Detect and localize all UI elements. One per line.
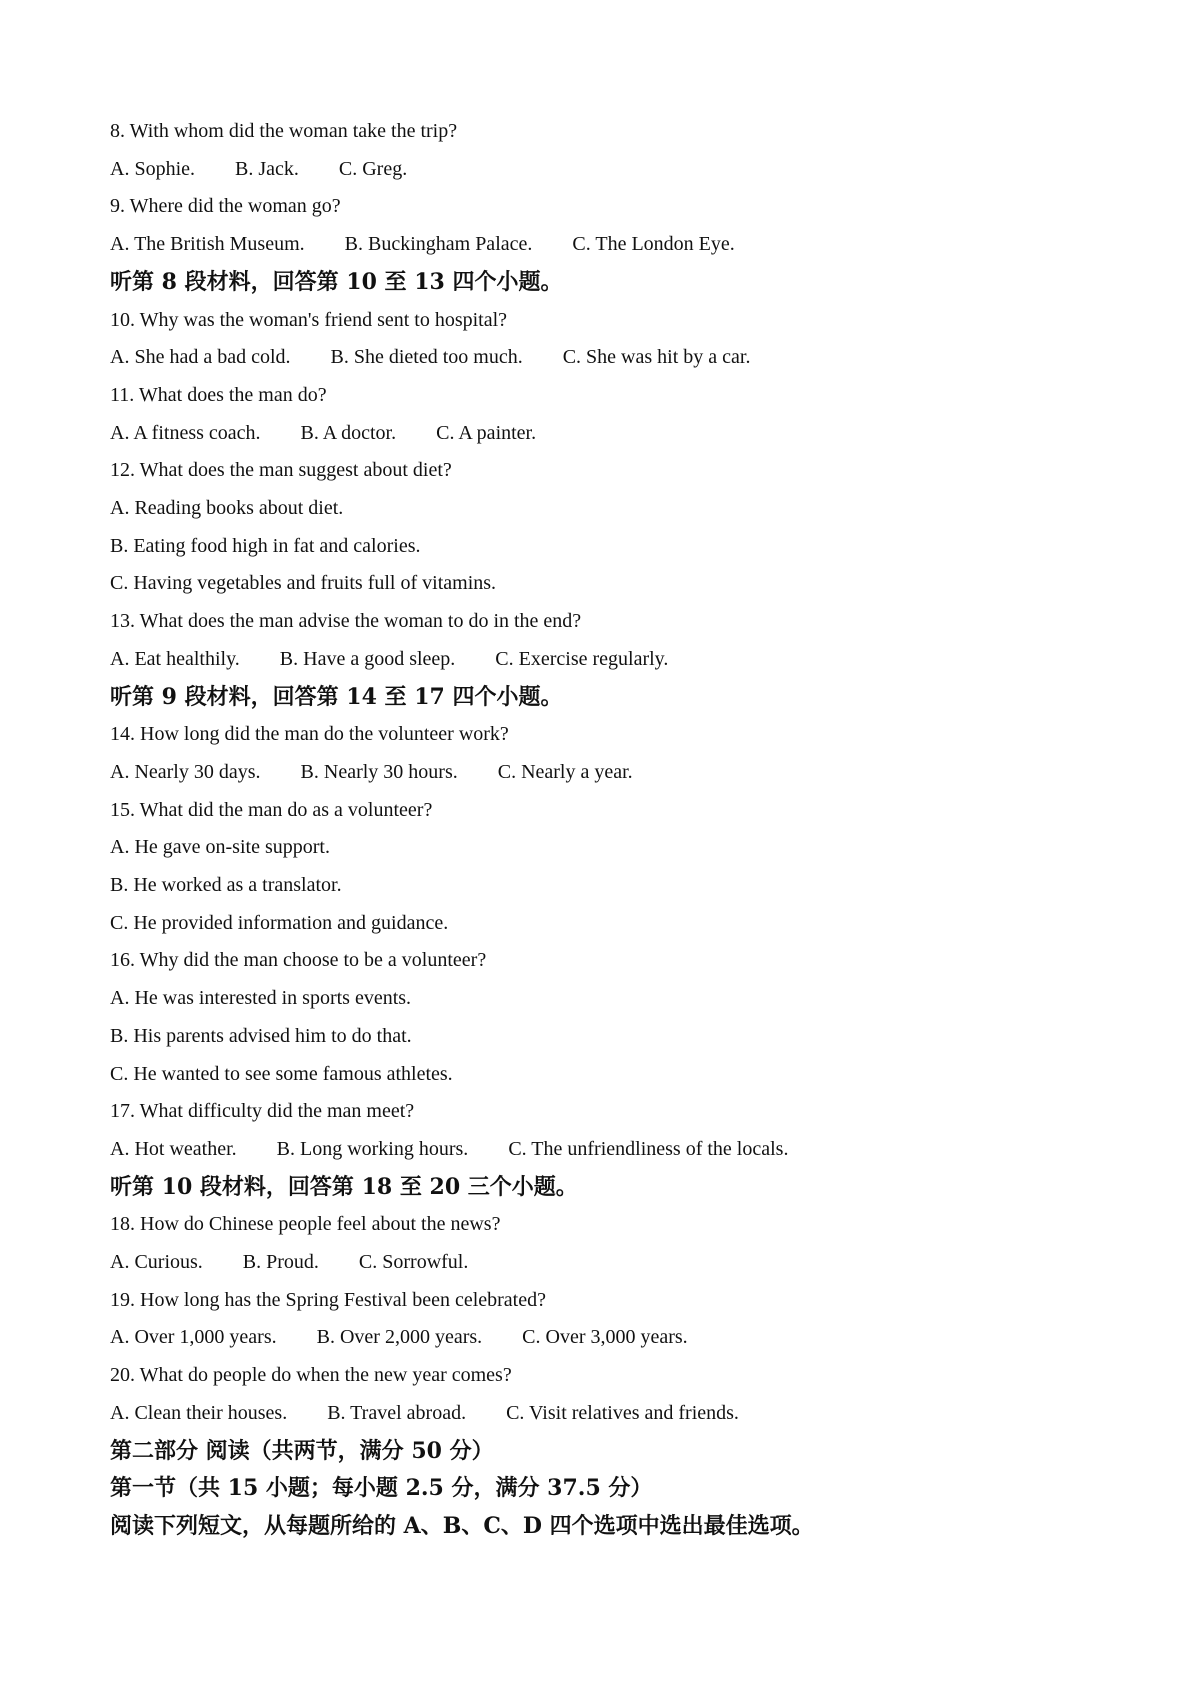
question-text: 17. What difficulty did the man meet? [110,1100,415,1123]
answer-option: C. Over 3,000 years. [522,1326,688,1349]
answer-options-row [110,1323,688,1351]
section-heading: 听第 10 段材料，回答第 18 至 20 三个小题。 [110,1173,578,1200]
answer-option: C. The unfriendliness of the locals. [508,1137,789,1160]
answer-option: C. Nearly a year. [497,760,633,783]
question-text: 9. Where did the woman go? [110,195,341,218]
section-heading: 第一节（共 15 小题；每小题 2.5 分，满分 37.5 分） [110,1475,653,1502]
question-text: 11. What does the man do? [110,383,327,406]
question-text: 15. What did the man do as a volunteer? [110,798,433,821]
answer-option: B. Proud. [242,1251,319,1273]
answer-option-line: C. Having vegetables and fruits full of vitamins. [110,572,497,595]
answer-option-line: B. His parents advised him to do that. [110,1024,412,1047]
question-text: 18. How do Chinese people feel about the news? [110,1213,501,1236]
question-text: 8. With whom did the woman take the trip? [110,120,458,142]
answer-option: A. Nearly 30 days. [110,760,261,783]
answer-options-row [110,645,668,673]
answer-option: B. Have a good sleep. [279,647,456,670]
answer-options-row [110,419,536,447]
answer-option: A. Curious. [110,1251,203,1273]
answer-option: B. Travel abroad. [327,1401,467,1424]
section-heading: 听第 9 段材料，回答第 14 至 17 四个小题。 [110,683,563,710]
answer-options-row [110,758,633,786]
answer-option: C. The London Eye. [572,233,735,256]
answer-options-row [110,230,735,258]
answer-option-line: C. He provided information and guidance. [110,911,449,934]
answer-options-row [110,1135,788,1163]
answer-option: B. Long working hours. [276,1137,469,1160]
question-text: 10. Why was the woman's friend sent to hospital? [110,308,508,331]
answer-option-line: C. He wanted to see some famous athletes. [110,1062,453,1085]
answer-options-row [110,343,750,371]
answer-option: A. Clean their houses. [110,1401,288,1424]
answer-option: C. Greg. [338,157,408,180]
answer-option: A. She had a bad cold. [110,346,291,369]
answer-options-row [110,155,407,183]
answer-option: C. She was hit by a car. [562,346,751,369]
answer-option: A. Over 1,000 years. [110,1326,277,1349]
section-heading: 听第 8 段材料，回答第 10 至 13 四个小题。 [110,268,563,295]
answer-option: C. Visit relatives and friends. [506,1401,739,1424]
answer-option: A. A fitness coach. [110,421,261,444]
answer-option: A. The British Museum. [110,233,305,256]
answer-option: C. A painter. [436,421,537,444]
question-text: 12. What does the man suggest about diet? [110,459,452,482]
answer-option-line: A. Reading books about diet. [110,497,344,519]
question-text: 16. Why did the man choose to be a volunteer? [110,949,487,972]
answer-options-row [110,1399,739,1427]
answer-option: B. Jack. [235,157,299,180]
section-heading: 阅读下列短文，从每题所给的 A、B、C、D 四个选项中选出最佳选项。 [110,1512,814,1539]
question-text: 20. What do people do when the new year comes? [110,1364,512,1387]
answer-option: B. A doctor. [300,421,397,444]
answer-option: A. Sophie. [110,157,195,180]
question-text: 19. How long has the Spring Festival been celebrated? [110,1288,546,1311]
answer-option: C. Sorrowful. [358,1251,469,1273]
answer-option-line: A. He gave on-site support. [110,836,330,859]
question-text: 13. What does the man advise the woman to do in the end? [110,610,582,633]
answer-option: B. Over 2,000 years. [316,1326,483,1349]
answer-option: A. Eat healthily. [110,647,240,670]
answer-option: B. She dieted too much. [330,346,523,369]
question-text: 14. How long did the man do the volunteer work? [110,723,509,746]
answer-option: B. Nearly 30 hours. [300,760,458,783]
answer-option-line: A. He was interested in sports events. [110,987,412,1010]
answer-option: B. Buckingham Palace. [344,233,533,256]
answer-option: C. Exercise regularly. [495,647,669,670]
answer-option-line: B. He worked as a translator. [110,874,342,896]
answer-options-row [110,1248,468,1276]
section-heading: 第二部分 阅读（共两节，满分 50 分） [110,1437,494,1464]
answer-option: A. Hot weather. [110,1137,237,1160]
answer-option-line: B. Eating food high in fat and calories. [110,534,421,557]
